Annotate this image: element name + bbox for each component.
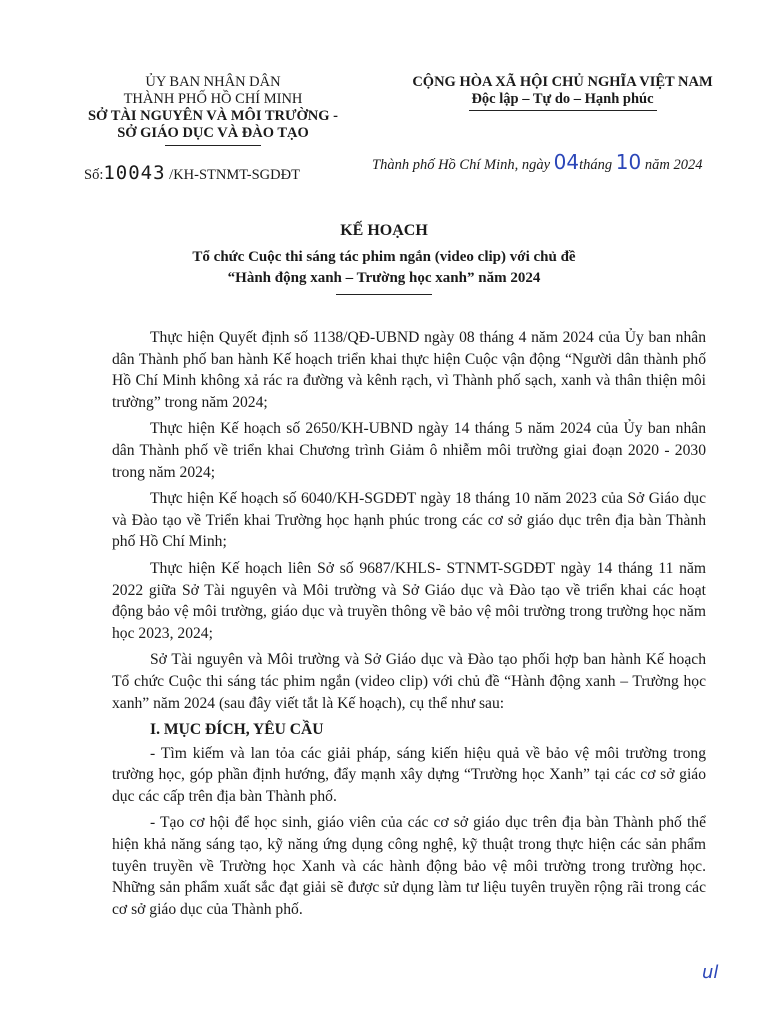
doc-number-suffix: /KH-STNMT-SGDĐT bbox=[165, 167, 300, 183]
document-body bbox=[112, 327, 706, 925]
section-1-heading: I. MỤC ĐÍCH, YÊU CẦU bbox=[150, 721, 324, 739]
date-month-handwritten: 10 bbox=[615, 150, 642, 174]
agency-underline bbox=[165, 145, 261, 146]
date-prefix: Thành phố Hồ Chí Minh, ngày bbox=[372, 157, 554, 173]
date-month-word: tháng bbox=[579, 157, 616, 173]
section-1-item-2: - Tạo cơ hội để học sinh, giáo viên của các cơ sở giáo dục trên địa bàn Thành phố thể hiện khả năng sáng tạo, kỹ năng ứng dụng công nghệ, kỹ thuật trong thực hiện các sản phẩm tuyên truyền về Trường học Xanh và các hành động bảo vệ môi trường trong trường học. Những sản phẩm xuất sắc đạt giải sẽ được sử dụng làm tư liệu tuyên truyền rộng rãi trong các cơ sở giáo dục của Thành phố. bbox=[112, 814, 706, 918]
title-main: KẾ HOẠCH bbox=[340, 222, 428, 239]
doc-number-prefix: Số: bbox=[84, 167, 104, 183]
paragraph-3: Thực hiện Kế hoạch số 6040/KH-SGDĐT ngày 18 tháng 10 năm 2023 của Sở Giáo dục và Đào tạo về Triển khai Trường học hạnh phúc trong các cơ sở giáo dục trên địa bàn Thành phố Hồ Chí Minh; bbox=[112, 490, 706, 551]
document-number bbox=[84, 162, 300, 184]
agency-line-4: SỞ GIÁO DỤC VÀ ĐÀO TẠO bbox=[117, 125, 309, 141]
national-motto: Độc lập – Tự do – Hạnh phúc bbox=[471, 91, 654, 107]
paragraph-2: Thực hiện Kế hoạch số 2650/KH-UBND ngày 14 tháng 5 năm 2024 của Ủy ban nhân dân Thành phố về triển khai Chương trình Giảm ô nhiễm môi trường giai đoạn 2020 - 2030 trong năm 2024; bbox=[112, 420, 706, 481]
paragraph-1: Thực hiện Quyết định số 1138/QĐ-UBND ngày 08 tháng 4 năm 2024 của Ủy ban nhân dân Thành phố ban hành Kế hoạch triển khai thực hiện Cuộc vận động “Người dân thành phố Hồ Chí Minh không xả rác ra đường và kênh rạch, vì Thành phố sạch, xanh và thân thiện môi trường” trong năm 2024; bbox=[112, 329, 706, 411]
issuing-agency-header bbox=[52, 74, 374, 146]
document-title bbox=[40, 220, 728, 295]
document-date bbox=[372, 150, 744, 174]
motto-underline bbox=[469, 110, 657, 111]
section-1-item-1: - Tìm kiếm và lan tỏa các giải pháp, sáng kiến hiệu quả về bảo vệ môi trường trong trường học, góp phần định hướng, đẩy mạnh xây dựng “Trường học Xanh” tại các cơ sở giáo dục các cấp trên địa bàn Thành phố. bbox=[112, 744, 706, 805]
title-underline bbox=[336, 294, 432, 295]
paragraph-5: Sở Tài nguyên và Môi trường và Sở Giáo dục và Đào tạo phối hợp ban hành Kế hoạch Tổ chức Cuộc thi sáng tác phim ngắn (video clip) với chủ đề “Hành động xanh – Trường học xanh” năm 2024 (sau đây viết tắt là Kế hoạch), cụ thể như sau: bbox=[112, 651, 706, 712]
national-header bbox=[390, 74, 735, 111]
date-day-handwritten: 04 bbox=[553, 150, 580, 174]
agency-line-3: SỞ TÀI NGUYÊN VÀ MÔI TRƯỜNG - bbox=[87, 108, 339, 124]
title-subtitle-1: Tổ chức Cuộc thi sáng tác phim ngắn (video clip) với chủ đề bbox=[192, 249, 576, 265]
date-year: năm 2024 bbox=[641, 157, 703, 173]
agency-line-1: ỦY BAN NHÂN DÂN bbox=[145, 74, 281, 90]
title-subtitle-2: “Hành động xanh – Trường học xanh” năm 2024 bbox=[227, 270, 541, 286]
national-title: CỘNG HÒA XÃ HỘI CHỦ NGHĨA VIỆT NAM bbox=[412, 74, 713, 90]
initials-signature-mark: ul bbox=[702, 962, 719, 983]
agency-line-2: THÀNH PHỐ HỒ CHÍ MINH bbox=[123, 91, 303, 107]
paragraph-4: Thực hiện Kế hoạch liên Sở số 9687/KHLS- STNMT-SGDĐT ngày 14 tháng 11 năm 2022 giữa Sở Tài nguyên và Môi trường và Sở Giáo dục và Đào tạo về triển khai các hoạt động bảo vệ môi trường, giáo dục và truyền thông về bảo vệ môi trường trong trường học năm học 2023, 2024; bbox=[112, 559, 706, 642]
doc-number-value: 10043 bbox=[103, 162, 166, 184]
